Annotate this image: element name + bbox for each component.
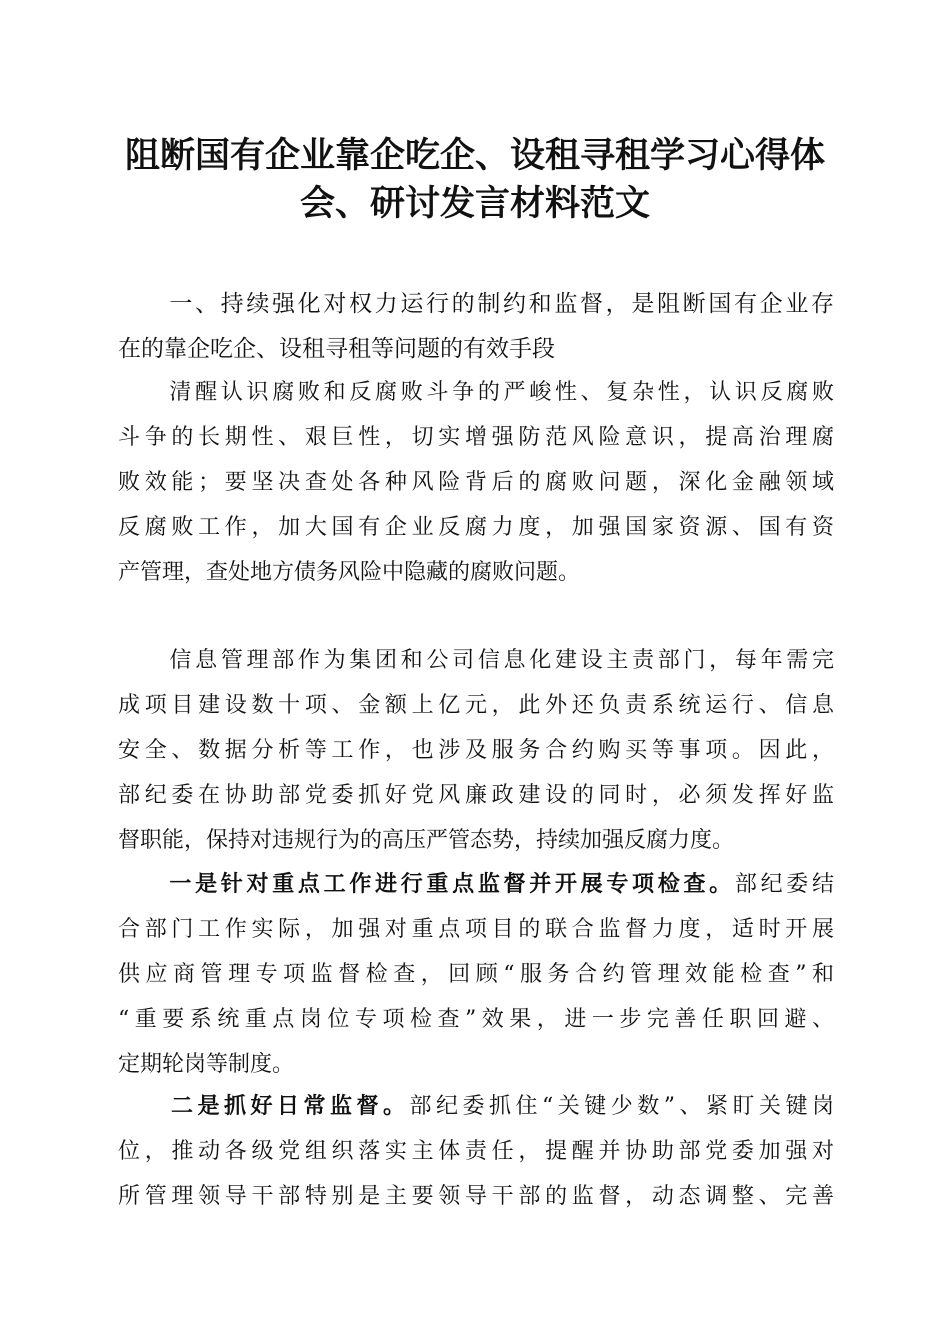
paragraph-2 — [118, 638, 834, 863]
paragraph-3-line-4: “重要系统重点岗位专项检查”效果，进一步完善任职回避、 — [118, 1007, 834, 1032]
document-title-line-2: 会、研讨发言材料范文 — [299, 183, 650, 224]
section-heading-1 — [118, 282, 834, 372]
paragraph-3-line-3: 供应商管理专项监督检查，回顾“服务合约管理效能检查”和 — [118, 962, 834, 987]
section-heading-1-line-1: 一、持续强化对权力运行的制约和监督，是阻断国有企业存 — [118, 291, 834, 317]
document-title-line-1: 阻断国有企业靠企吃企、设租寻租学习心得体 — [124, 135, 825, 176]
paragraph-1 — [118, 370, 834, 595]
paragraph-4-line-2: 位，推动各级党组织落实主体责任，提醒并协助部党委加强对 — [118, 1139, 834, 1164]
paragraph-3-lead: 一是针对重点工作进行重点监督并开展专项检查。 — [118, 871, 735, 897]
paragraph-1-line-4: 反腐败工作，加大国有企业反腐力度，加强国家资源、国有资 — [118, 515, 834, 540]
paragraph-1-line-5: 产管理，查处地方债务风险中隐藏的腐败问题。 — [118, 560, 581, 585]
paragraph-1-line-2: 斗争的长期性、艰巨性，切实增强防范风险意识，提高治理腐 — [118, 425, 834, 450]
paragraph-4-lead: 二是抓好日常监督。 — [118, 1093, 410, 1119]
paragraph-2-line-1: 信息管理部作为集团和公司信息化建设主责部门，每年需完 — [118, 648, 834, 673]
paragraph-1-line-3: 败效能；要坚决查处各种风险背后的腐败问题，深化金融领域 — [118, 470, 834, 495]
paragraph-2-line-5: 督职能，保持对违规行为的高压严管态势，持续加强反腐力度。 — [118, 828, 735, 853]
paragraph-2-line-2: 成项目建设数十项、金额上亿元，此外还负责系统运行、信息 — [118, 693, 834, 718]
paragraph-4-line-3: 所管理领导干部特别是主要领导干部的监督，动态调整、完善 — [118, 1184, 834, 1209]
paragraph-1-line-1: 清醒认识腐败和反腐败斗争的严峻性、复杂性，认识反腐败 — [118, 380, 834, 405]
paragraph-3-line-1 — [118, 862, 834, 907]
section-heading-1-line-2: 在的靠企吃企、设租寻租等问题的有效手段 — [118, 336, 555, 362]
paragraph-3-line-5: 定期轮岗等制度。 — [118, 1052, 295, 1077]
paragraph-3 — [118, 862, 834, 1087]
paragraph-2-line-3: 安全、数据分析等工作，也涉及服务合约购买等事项。因此， — [118, 738, 834, 763]
paragraph-4-line-1 — [118, 1084, 834, 1129]
paragraph-4 — [118, 1084, 834, 1219]
paragraph-2-line-4: 部纪委在协助部党委抓好党风廉政建设的同时，必须发挥好监 — [118, 783, 834, 808]
paragraph-3-line-1-rest: 部纪委结 — [734, 872, 834, 897]
paragraph-3-line-2: 合部门工作实际，加强对重点项目的联合监督力度，适时开展 — [118, 917, 834, 942]
paragraph-4-line-1-rest: 部纪委抓住“关键少数”、紧盯关键岗 — [409, 1094, 834, 1119]
